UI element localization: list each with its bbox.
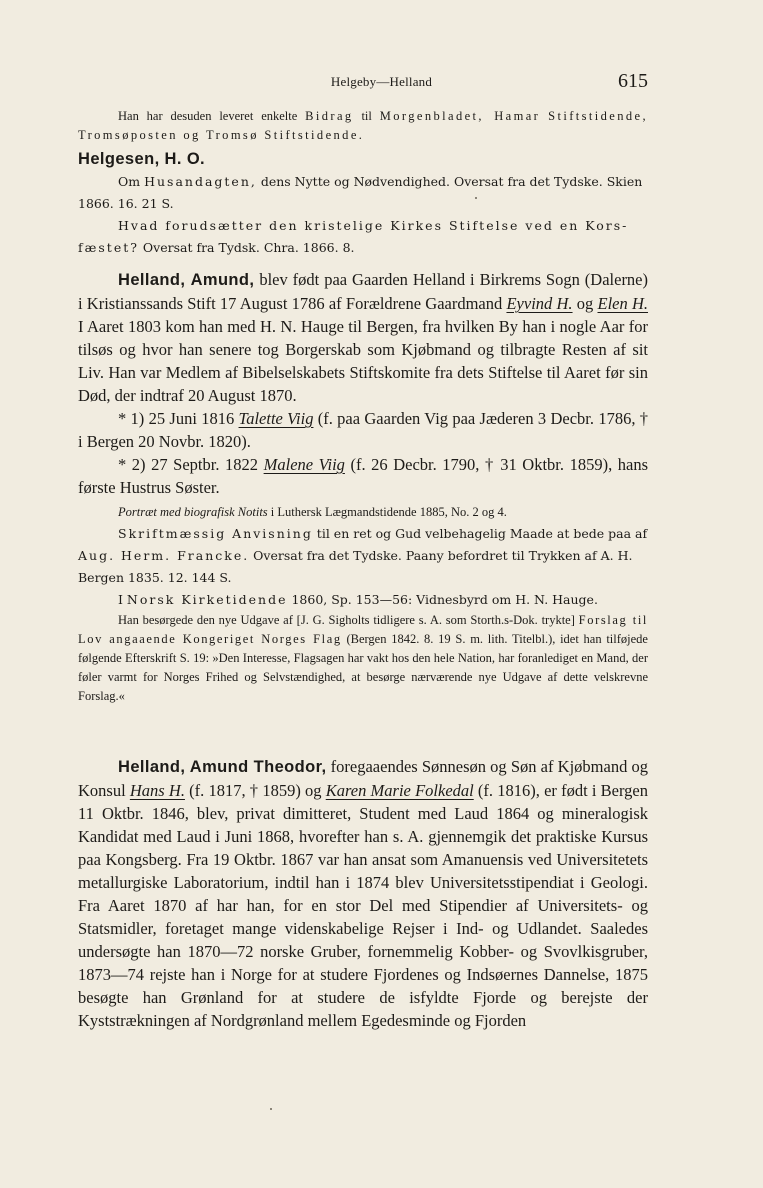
edition-note: Han besørgede den nye Udgave af [J. G. Sigholts tidligere s. A. som Storth.s-Dok. trykte] Forslag til Lov angaaende Kongeriget Norges Flag (Bergen 1842. 8. 19 S. m. lith. Titelbl.), idet han tilføjede følgende Efterskrift S. 19: »Den Interesse, Flagsagen har vakt hos den hele Nation, har foranlediget en Mand, der føler varmt for Norges Frihed og Selvstændighed, at besørge nærværende nye Udgave af dette velskrevne Forslag.« bbox=[78, 613, 648, 703]
portrait-note: Portræt med biografisk Notits i Luthersk Lægmandstidende 1885, No. 2 og 4. bbox=[118, 505, 507, 519]
work-item: I Norsk Kirketidende 1860, Sp. 153—56: Vidnesbyrd om H. N. Hauge. bbox=[118, 592, 598, 607]
page-number: 615 bbox=[618, 70, 648, 92]
intro-paragraph: Han har desuden leveret enkelte Bidrag til Morgenbladet, Hamar Stiftstidende, Tromsøposten og Tromsø Stiftstidende. bbox=[78, 109, 649, 142]
entry-amund bbox=[78, 268, 648, 706]
print-speck bbox=[270, 1108, 272, 1110]
work-list bbox=[78, 171, 648, 259]
print-speck bbox=[475, 197, 477, 199]
entry-biography: Helland, Amund Theodor, foregaaendes Sønnesøn og Søn af Kjøbmand og Konsul Hans H. (f. 1817, † 1859) og Karen Marie Folkedal (f. 1816), er født i Bergen 11 Oktbr. 1846, blev, privat dimitteret, Student med Laud 1864 og mineralogisk Kandidat med Laud i Juni 1868, hvorefter han s. A. gjennemgik det praktiske Kursus paa Kongsberg. Fra 19 Oktbr. 1867 var han ansat som Amanuensis ved Universitetets metallurgiske Laboratorium, indtil han i 1874 blev Universitetsstipendiat i Geologi. Fra Aaret 1870 af har han, for en stor Del med Stipendier af Universitets- og Statsmidler, foretaget mange videnskabelige Rejser i Ind- og Udlandet. Saaledes undersøgte han 1870—72 norske Gruber, fornemmelig Kobber- og Svovlkisgruber, 1873—74 rejste han i Norge for at studere Fjordenes og Indsøernes Dannelse, 1875 besøgte han Grønland for at studere de isfyldte Fjorde og berejste der Kyststrækningen af Nordgrønland mellem Egedesminde og Fjorden bbox=[78, 757, 648, 1030]
running-title: Helgeby—Helland bbox=[330, 74, 433, 89]
marriage-1: * 1) 25 Juni 1816 Talette Viig (f. paa Gaarden Vig paa Jæderen 3 Decbr. 1786, † i Bergen 20 Novbr. 1820). bbox=[78, 409, 649, 451]
work-list bbox=[78, 523, 648, 611]
entry-heading: Helgesen, H. O. bbox=[78, 150, 206, 168]
entry-biography: Helland, Amund, blev født paa Gaarden Helland i Birkrems Sogn (Dalerne) i Kristianssands Stift 17 August 1786 af Forældrene Gaardmand Eyvind H. og Elen H. I Aaret 1803 kom han med H. N. Hauge til Bergen, fra hvilken By han i nogle Aar for tilsøs og hvor han senere tog Borgerskab som Kjøbmand og tilbragte Resten af sit Liv. Han var Medlem af Bibelselskabets Stiftskomite fra dets Stiftelse til Aaret før sin Død, der indtraf 20 August 1870. bbox=[78, 270, 649, 405]
marriage-2: * 2) 27 Septbr. 1822 Malene Viig (f. 26 Decbr. 1790, † 31 Oktbr. 1859), hans første Hustrus Søster. bbox=[78, 455, 648, 497]
entry-heading: Helland, Amund Theodor, bbox=[118, 758, 327, 776]
work-item: Om Husandagten, dens Nytte og Nødvendighed. Oversat fra det Tydske. Skien 1866. 16. 21 S. bbox=[78, 174, 643, 211]
work-item: Hvad forudsætter den kristelige Kirkes Stiftelse ved en Kors- fæstet? Oversat fra Tydsk. Chra. 1866. 8. bbox=[78, 218, 629, 255]
page-header bbox=[0, 70, 763, 100]
entry-amund-theodor bbox=[78, 755, 648, 1032]
entry-heading: Helland, Amund, bbox=[118, 271, 255, 289]
work-item: Skriftmæssig Anvisning til en ret og Gud velbehagelig Maade at bede paa af Aug. Herm. Francke. Oversat fra det Tydske. Paany befordret til Trykken af A. H. Bergen 1835. 12. 144 S. bbox=[78, 526, 648, 585]
entry-helgesen bbox=[78, 150, 648, 259]
